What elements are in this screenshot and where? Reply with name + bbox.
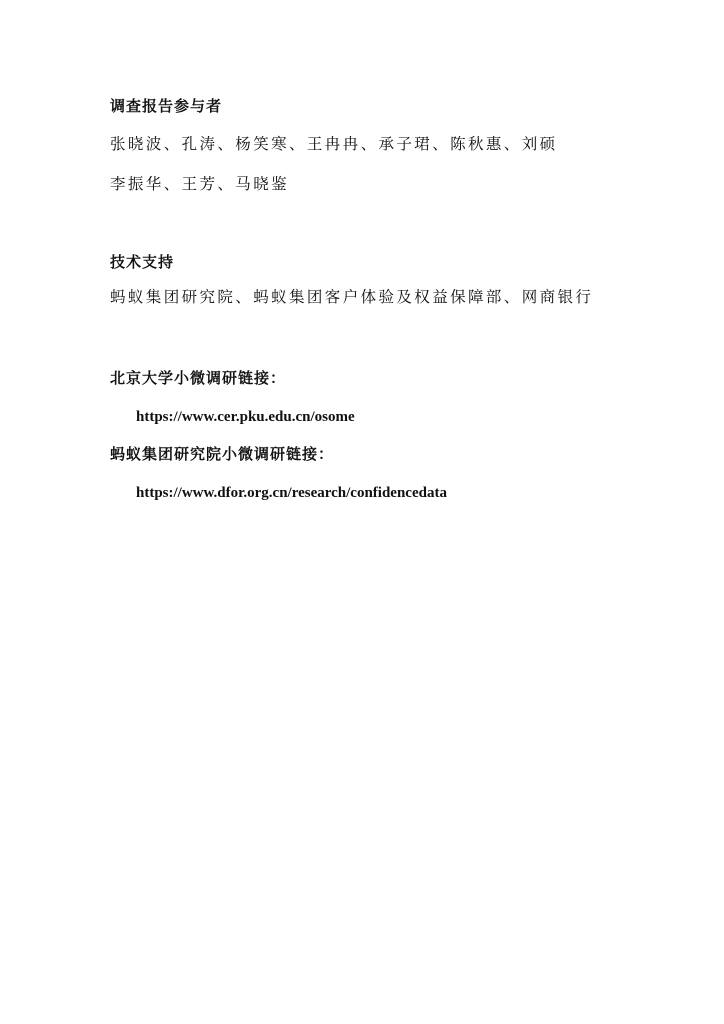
- dfor-survey-link-label: 蚂蚁集团研究院小微调研链接：: [110, 445, 335, 463]
- contributors-list-line-2: 李振华、王芳、马晓鉴: [110, 175, 290, 193]
- contributors-heading: 调查报告参与者: [110, 97, 223, 115]
- tech-support-heading: 技术支持: [110, 253, 175, 271]
- tech-support-organizations: 蚂蚁集团研究院、蚂蚁集团客户体验及权益保障部、网商银行: [110, 288, 594, 306]
- contributors-list-line-1: 张晓波、孔涛、杨笑寒、王冉冉、承子珺、陈秋惠、刘硕: [110, 135, 558, 153]
- pku-survey-link[interactable]: https://www.cer.pku.edu.cn/osome: [136, 409, 355, 425]
- pku-survey-link-label: 北京大学小微调研链接：: [110, 369, 287, 387]
- dfor-survey-link[interactable]: https://www.dfor.org.cn/research/confidencedata: [136, 485, 447, 501]
